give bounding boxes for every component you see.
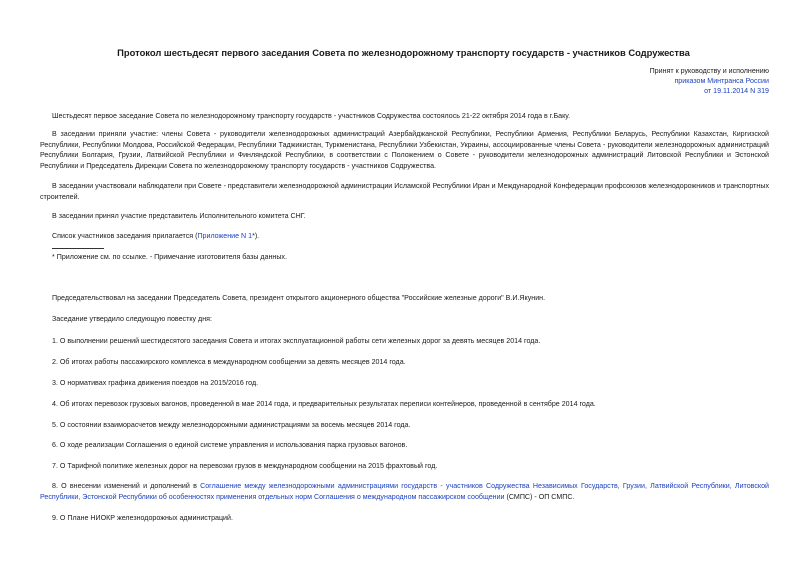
- paragraph-participants: В заседании приняли участие: члены Совета - руководители железнодорожных администраций Азербайджанской Республики, Республики Армения, Республики Беларусь, Республики Казахстан, Киргизской Республики, Республики Молдова, Российской Федерации, Республики Таджикистан, Туркменистана, Республики Узбекистан, Украины, ассоциированные члены Совета - руководители железнодорожных администраций Республики Болгария, Грузии, Латвийской Республики и Финляндской Республики, в соответствии с Положением о Совете - руководители железнодорожных администраций Литовской Республики и Эстонской Республики и Председатель Дирекции Совета по железнодорожному транспорту государств - участников Содружества.: [40, 130, 769, 170]
- participants-list-suffix: *).: [252, 232, 260, 240]
- paragraph-participants-list: [40, 231, 769, 242]
- footnote: * Приложение см. по ссылке. - Примечание изготовителя базы данных.: [52, 253, 287, 261]
- agenda-item-4: 4. Об итогах перевозок грузовых вагонов, проведенной в мае 2014 года, и предварительных результатах переписи контейнеров, проведенной в сентябре 2014 года.: [52, 400, 596, 408]
- approval-order-link[interactable]: приказом Минтранса России: [674, 77, 769, 85]
- participants-list-text: Список участников заседания прилагается (: [52, 232, 198, 240]
- paragraph-chairman: Председательствовал на заседании Председатель Совета, президент открытого акционерного общества "Российские железные дороги" В.И.Якунин.: [52, 294, 546, 302]
- approval-block: [650, 66, 769, 96]
- paragraph-observers: В заседании участвовали наблюдатели при Совете - представители железнодорожной администрации Исламской Республики Иран и Международной Конфедерации профсоюзов железнодорожников и транспортных строителей.: [40, 182, 769, 201]
- agenda-item-8: [40, 481, 769, 502]
- agenda-item-1: 1. О выполнении решений шестидесятого заседания Совета и итогах эксплуатационной работы сети железных дорог за девять месяцев 2014 года.: [52, 337, 541, 345]
- agreement-link[interactable]: Соглашение между железнодорожными администрациями государств - участников Содружества Независимых Государств, Грузии, Латвийской Республики, Литовской Республики, Эстонской Республики об особенностях применения отдельных норм Соглашения о международном пассажирском сообщении: [40, 482, 769, 501]
- document-title: Протокол шестьдесят первого заседания Совета по железнодорожному транспорту государств - участников Содружества: [117, 47, 690, 58]
- agenda-item-5: 5. О состоянии взаиморасчетов между железнодорожными администрациями за восемь месяцев 2014 года.: [52, 421, 411, 429]
- agenda-item-2: 2. Об итогах работы пассажирского комплекса в международном сообщении за девять месяцев 2014 года.: [52, 358, 406, 366]
- appendix-1-link[interactable]: Приложение N 1: [197, 232, 253, 240]
- agenda-item-8-text: 8. О внесении изменений и дополнений в: [52, 482, 201, 490]
- approval-date-link[interactable]: от 19.11.2014 N 319: [704, 87, 769, 95]
- agenda-item-7: 7. О Тарифной политике железных дорог на перевозки грузов в международном сообщении на 2015 фрахтовый год.: [52, 462, 438, 470]
- paragraph-cis-representative: В заседании принял участие представитель Исполнительного комитета СНГ.: [52, 212, 306, 220]
- footnote-divider: [52, 248, 104, 249]
- paragraph-agenda-intro: Заседание утвердило следующую повестку дня:: [52, 315, 212, 323]
- agenda-item-9: 9. О Плане НИОКР железнодорожных администраций.: [52, 514, 233, 522]
- agenda-item-3: 3. О нормативах графика движения поездов на 2015/2016 год.: [52, 379, 259, 387]
- paragraph-meeting-date: Шестьдесят первое заседание Совета по железнодорожному транспорту государств - участников Содружества состоялось 21-22 октября 2014 года в г.Баку.: [52, 112, 571, 120]
- approval-line-1: Принят к руководству и исполнению: [649, 67, 769, 75]
- agenda-item-6: 6. О ходе реализации Соглашения о единой системе управления и использования парка грузовых вагонов.: [52, 441, 408, 449]
- agenda-item-8-suffix: (СМПС) - ОП СМПС.: [504, 492, 575, 501]
